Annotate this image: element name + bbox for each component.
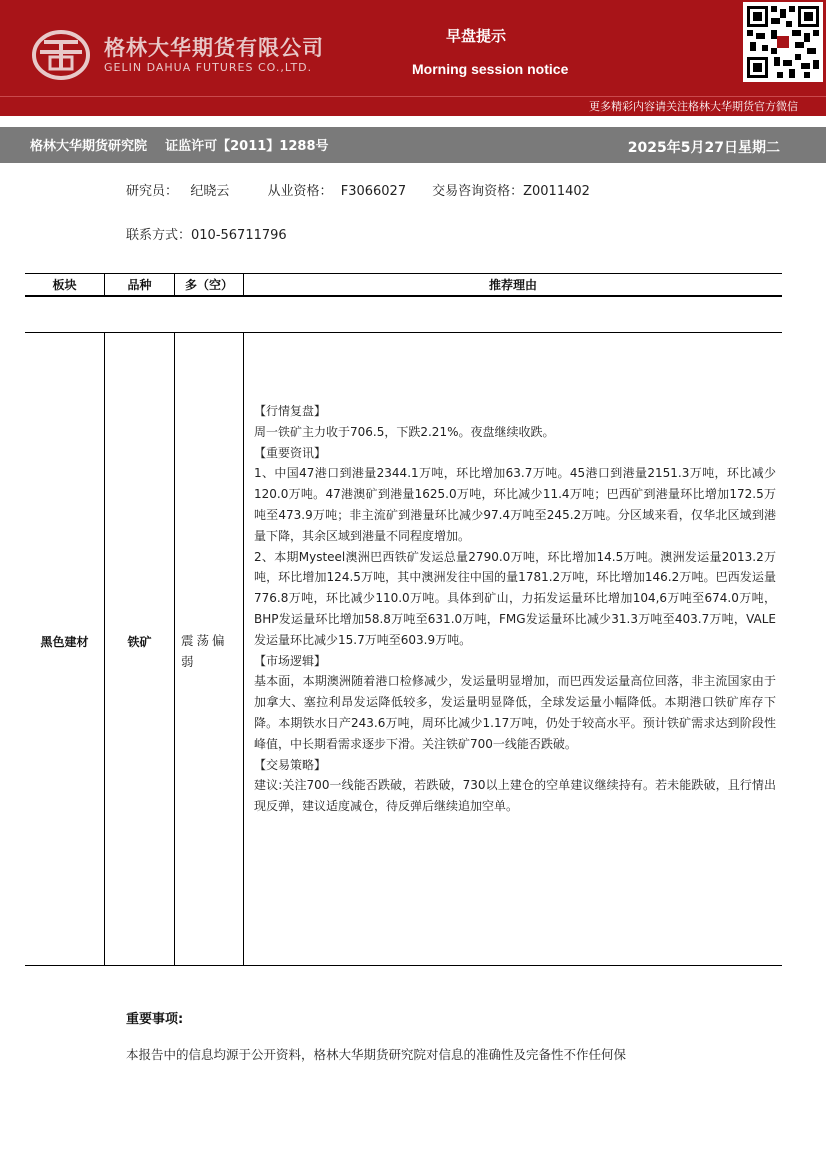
wechat-follow-note: 更多精彩内容请关注格林大华期货官方微信 bbox=[589, 100, 798, 113]
wechat-qr-code-icon bbox=[743, 2, 823, 82]
license-number: 证监许可【2011】1288号 bbox=[165, 139, 329, 154]
contact-label: 联系方式： bbox=[126, 228, 192, 243]
column-divider bbox=[243, 333, 244, 965]
contact-line bbox=[126, 224, 287, 243]
institute-license bbox=[30, 135, 329, 154]
news-item-2: 2、本期Mysteel澳洲巴西铁矿发运总量2790.0万吨，环比增加14.5万吨。澳洲发运量2013.2万吨，环比增加124.5万吨，其中澳洲发往中国的量1781.2万吨，环比增加146.2万吨。巴西发运量776.8万吨，环比减少110.0万吨。具体到矿山，力拓发运量环比增加104,6万吨至674.0万吨，BHP发运量环比增加58.8万吨至631.0万吨，FMG发运量环比减少31.3万吨至403.7万吨，VALE发运量环比减少15.7万吨至603.9万吨。 bbox=[254, 549, 776, 647]
contact-phone: 010-56711796 bbox=[191, 228, 287, 243]
direction-line: 弱 bbox=[181, 654, 197, 669]
header-divider bbox=[174, 273, 175, 297]
doc-title-en: Morning session notice bbox=[412, 61, 569, 77]
section-heading-strategy: 【交易策略】 bbox=[254, 757, 327, 772]
table-body-top-border bbox=[25, 332, 782, 333]
institute-name: 格林大华期货研究院 bbox=[30, 139, 148, 154]
doc-title-cn: 早盘提示 bbox=[446, 27, 507, 45]
header-direction: 多（空） bbox=[184, 278, 233, 292]
column-divider bbox=[174, 333, 175, 965]
header-sector: 板块 bbox=[52, 278, 77, 292]
info-bar bbox=[0, 127, 826, 163]
table-body-bottom-border bbox=[25, 965, 782, 966]
analyst-info-line bbox=[126, 180, 590, 199]
strategy-text: 建议:关注700一线能否跌破，若跌破，730以上建仓的空单建议继续持有。若未能跌破，且行情出现反弹，建议适度减仓，待反弹后继续追加空单。 bbox=[254, 778, 776, 814]
header-variety: 品种 bbox=[127, 278, 152, 292]
table-header-row bbox=[25, 273, 782, 297]
researcher-label: 研究员： bbox=[126, 184, 179, 199]
news-item-1: 1、中国47港口到港量2344.1万吨，环比增加63.7万吨。45港口到港量2151.3万吨，环比减少120.0万吨。47港澳矿到港量1625.0万吨，环比减少11.4万吨；巴西矿到港量环比增加172.5万吨至473.9万吨；非主流矿到港量环比减少97.4万吨至245.2万吨。分区域来看，仅华北区域到港量下降，其余区域到港量不同程度增加。 bbox=[254, 466, 776, 543]
reason-cell bbox=[254, 401, 776, 817]
report-date: 2025年5月27日星期二 bbox=[627, 140, 780, 156]
qualification-number: F3066027 bbox=[340, 184, 407, 199]
notice-title: 重要事项: bbox=[126, 1012, 184, 1027]
section-heading-review: 【行情复盘】 bbox=[254, 404, 327, 418]
direction-line: 震荡偏 bbox=[181, 633, 228, 648]
company-name-en: GELIN DAHUA FUTURES CO.,LTD. bbox=[104, 61, 313, 74]
gelin-dahua-logo bbox=[32, 30, 90, 80]
review-text: 周一铁矿主力收于706.5，下跌2.21%。夜盘继续收跌。 bbox=[254, 424, 555, 439]
researcher-name: 纪晓云 bbox=[190, 184, 230, 199]
consult-number: Z0011402 bbox=[523, 184, 590, 199]
header-reason: 推荐理由 bbox=[488, 278, 537, 292]
direction-cell bbox=[181, 630, 237, 672]
notice-text: 本报告中的信息均源于公开资料，格林大华期货研究院对信息的准确性及完备性不作任何保 bbox=[126, 1047, 627, 1062]
company-name-cn: 格林大华期货有限公司 bbox=[104, 36, 324, 60]
section-heading-logic: 【市场逻辑】 bbox=[254, 653, 327, 668]
consult-label: 交易咨询资格： bbox=[432, 184, 524, 199]
variety-cell: 铁矿 bbox=[127, 635, 152, 649]
section-heading-news: 【重要资讯】 bbox=[254, 445, 327, 460]
sector-cell: 黑色建材 bbox=[40, 635, 89, 649]
header-divider bbox=[104, 273, 105, 297]
header-divider bbox=[243, 273, 244, 297]
qualification-label: 从业资格： bbox=[267, 184, 333, 199]
logic-text: 基本面，本期澳洲随着港口检修减少，发运量明显增加，而巴西发运量高位回落，非主流国家由于加拿大、塞拉利昂发运降低较多，发运量明显降低，全球发运量小幅降低。本期港口铁矿库存下降。本期铁水日产243.6万吨，周环比减少1.17万吨，仍处于较高水平。预计铁矿需求达到阶段性峰值，中长期看需求逐步下滑。关注铁矿700一线能否跌破。 bbox=[254, 674, 776, 751]
